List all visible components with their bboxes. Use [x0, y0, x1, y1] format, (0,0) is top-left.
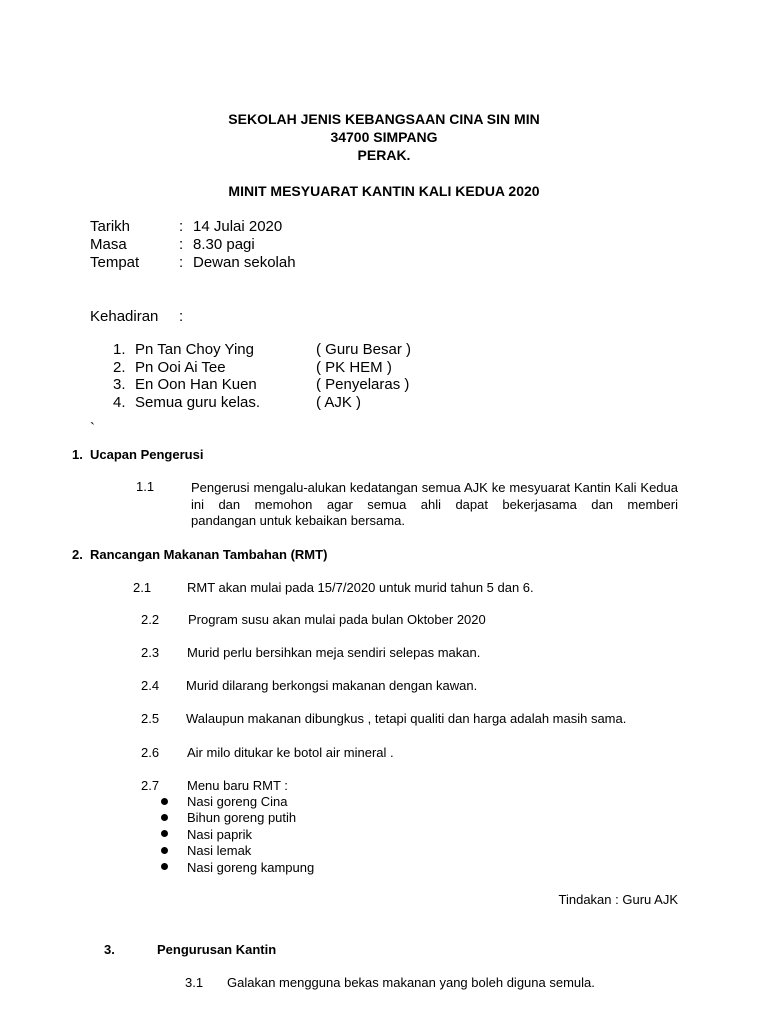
member-num: 4. — [113, 394, 126, 411]
attendance-colon: : — [179, 308, 184, 325]
item-number: 3.1 — [185, 975, 204, 990]
time-label: Masa — [90, 236, 127, 253]
item-text: Program susu akan mulai pada bulan Oktober 2020 — [188, 612, 486, 627]
item-number: 2.5 — [141, 711, 160, 726]
item-text: Galakan mengguna bekas makanan yang boleh diguna semula. — [227, 975, 595, 990]
section-title: Ucapan Pengerusi — [90, 447, 204, 462]
item-number: 2.7 — [141, 778, 160, 793]
date-value: 14 Julai 2020 — [193, 218, 283, 235]
section-title: Pengurusan Kantin — [157, 942, 277, 957]
bullet-icon — [161, 798, 168, 805]
section-title: Rancangan Makanan Tambahan (RMT) — [90, 547, 328, 562]
place-label: Tempat — [90, 254, 140, 271]
member-num: 2. — [113, 359, 126, 376]
item-number: 2.4 — [141, 678, 160, 693]
member-num: 1. — [113, 341, 126, 358]
member-name: Pn Tan Choy Ying — [135, 341, 254, 358]
attendance-label: Kehadiran — [90, 308, 159, 325]
date-colon: : — [179, 218, 184, 235]
member-role: ( AJK ) — [316, 394, 362, 411]
school-state: PERAK. — [357, 147, 411, 163]
date-label: Tarikh — [90, 218, 131, 235]
place-value: Dewan sekolah — [193, 254, 296, 271]
section-number: 3. — [104, 942, 115, 957]
menu-item: Bihun goreng putih — [187, 810, 297, 825]
stray-mark: ` — [90, 420, 95, 437]
member-role: ( Penyelaras ) — [316, 376, 410, 393]
time-colon: : — [179, 236, 184, 253]
school-postcode: 34700 SIMPANG — [330, 129, 438, 145]
item-number: 2.2 — [141, 612, 160, 627]
section-number: 1. — [72, 447, 83, 462]
menu-item: Nasi paprik — [187, 827, 253, 842]
item-text: Air milo ditukar ke botol air mineral . — [187, 745, 394, 760]
item-text: Murid dilarang berkongsi makanan dengan kawan. — [186, 678, 478, 693]
member-role: ( PK HEM ) — [316, 359, 392, 376]
item-text: Menu baru RMT : — [187, 778, 288, 793]
member-name: En Oon Han Kuen — [135, 376, 257, 393]
member-role: ( Guru Besar ) — [316, 341, 412, 358]
bullet-icon — [161, 814, 168, 821]
menu-item: Nasi goreng kampung — [187, 860, 315, 875]
item-text: Walaupun makanan dibungkus , tetapi qualiti dan harga adalah masih sama. — [186, 711, 627, 726]
school-name: SEKOLAH JENIS KEBANGSAAN CINA SIN MIN — [228, 111, 540, 127]
item-number: 1.1 — [136, 479, 155, 494]
bullet-icon — [161, 863, 168, 870]
section-number: 2. — [72, 547, 83, 562]
menu-item: Nasi goreng Cina — [187, 794, 288, 809]
bullet-icon — [161, 847, 168, 854]
member-name: Pn Ooi Ai Tee — [135, 359, 226, 376]
item-paragraph-end: pandangan untuk kebaikan bersama. — [191, 513, 405, 528]
member-num: 3. — [113, 376, 126, 393]
document-title: MINIT MESYUARAT KANTIN KALI KEDUA 2020 — [228, 183, 540, 199]
item-paragraph: Pengerusi mengalu-alukan kedatangan semua AJK ke mesyuarat Kantin Kali Kedua ini dan memohon agar semua ahli dapat bekerjasama dan memberi — [191, 480, 678, 512]
item-number: 2.3 — [141, 645, 160, 660]
item-text: RMT akan mulai pada 15/7/2020 untuk murid tahun 5 dan 6. — [187, 580, 534, 595]
member-name: Semua guru kelas. — [135, 394, 261, 411]
item-number: 2.6 — [141, 745, 160, 760]
item-number: 2.1 — [133, 580, 152, 595]
item-text: Murid perlu bersihkan meja sendiri selepas makan. — [187, 645, 481, 660]
place-colon: : — [179, 254, 184, 271]
bullet-icon — [161, 830, 168, 837]
time-value: 8.30 pagi — [193, 236, 255, 253]
action-note: Tindakan : Guru AJK — [558, 892, 678, 907]
menu-item: Nasi lemak — [187, 843, 252, 858]
